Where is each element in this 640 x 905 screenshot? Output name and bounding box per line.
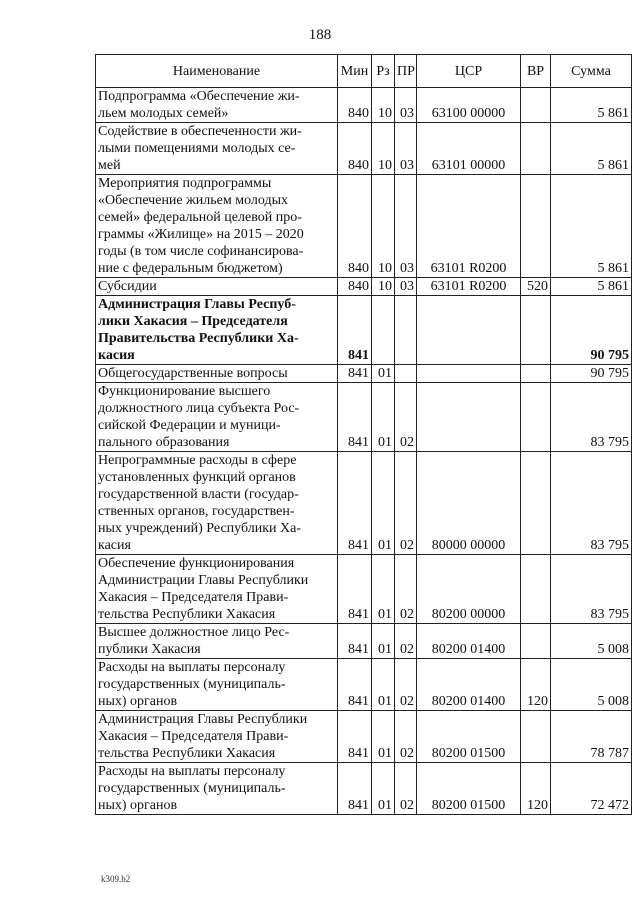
row-min: 840	[338, 123, 372, 175]
row-csr: 80000 00000	[417, 452, 521, 555]
row-csr: 63100 00000	[417, 88, 521, 123]
row-csr: 63101 R0200	[417, 175, 521, 278]
row-sum: 72 472	[551, 763, 632, 815]
row-vr	[521, 711, 551, 763]
row-name: Непрограммные расходы в сфере установленных функций органов государственной власти (государ- ственных органов, государствен- ных учреждений) Республики Ха- касия	[96, 452, 338, 555]
row-csr: 80200 01500	[417, 763, 521, 815]
table-row	[96, 624, 632, 659]
row-vr	[521, 123, 551, 175]
row-rz: 10	[372, 123, 395, 175]
row-rz: 10	[372, 175, 395, 278]
row-csr: 63101 R0200	[417, 278, 521, 296]
row-rz: 10	[372, 278, 395, 296]
row-rz: 01	[372, 452, 395, 555]
row-csr: 80200 00000	[417, 555, 521, 624]
row-vr	[521, 296, 551, 365]
row-pr: 03	[395, 278, 417, 296]
row-rz: 01	[372, 624, 395, 659]
row-sum: 5 861	[551, 123, 632, 175]
row-name: Расходы на выплаты персоналу государственных (муниципаль- ных) органов	[96, 659, 338, 711]
table-row	[96, 659, 632, 711]
table-row	[96, 711, 632, 763]
row-min: 841	[338, 383, 372, 452]
row-name: Функционирование высшего должностного лица субъекта Рос- сийской Федерации и муници- пального образования	[96, 383, 338, 452]
row-name: Администрация Главы Республики Хакасия – Председателя Прави- тельства Республики Хакасия	[96, 711, 338, 763]
row-sum: 5 861	[551, 278, 632, 296]
footer-code: k309.b2	[101, 874, 131, 884]
row-min: 840	[338, 88, 372, 123]
row-vr	[521, 383, 551, 452]
row-pr	[395, 365, 417, 383]
row-rz: 01	[372, 383, 395, 452]
row-vr	[521, 175, 551, 278]
page-number: 188	[308, 27, 332, 43]
row-sum: 90 795	[551, 296, 632, 365]
header-sum: Сумма	[551, 55, 632, 88]
row-pr: 03	[395, 175, 417, 278]
row-min: 841	[338, 763, 372, 815]
row-min: 840	[338, 278, 372, 296]
row-rz: 01	[372, 555, 395, 624]
table-row	[96, 763, 632, 815]
row-csr: 80200 01500	[417, 711, 521, 763]
header-rz: Рз	[372, 55, 395, 88]
table-row	[96, 88, 632, 123]
row-pr: 03	[395, 123, 417, 175]
table-row	[96, 123, 632, 175]
row-name: Высшее должностное лицо Рес- публики Хакасия	[96, 624, 338, 659]
row-min: 841	[338, 711, 372, 763]
row-vr	[521, 88, 551, 123]
row-min: 841	[338, 659, 372, 711]
table-row	[96, 278, 632, 296]
row-vr	[521, 452, 551, 555]
row-sum: 5 861	[551, 175, 632, 278]
row-rz: 01	[372, 763, 395, 815]
table-header-row	[96, 55, 632, 88]
row-pr	[395, 296, 417, 365]
header-pr: ПР	[395, 55, 417, 88]
row-rz: 01	[372, 365, 395, 383]
header-csr: ЦСР	[417, 55, 521, 88]
row-min: 840	[338, 175, 372, 278]
row-sum: 5 008	[551, 659, 632, 711]
row-sum: 5 861	[551, 88, 632, 123]
row-vr	[521, 555, 551, 624]
row-name: Субсидии	[96, 278, 338, 296]
row-rz	[372, 296, 395, 365]
row-rz: 01	[372, 711, 395, 763]
header-vr: ВР	[521, 55, 551, 88]
row-min: 841	[338, 555, 372, 624]
row-sum: 83 795	[551, 383, 632, 452]
table-row	[96, 296, 632, 365]
table-row	[96, 555, 632, 624]
header-name: Наименование	[96, 55, 338, 88]
row-min: 841	[338, 624, 372, 659]
row-vr: 520	[521, 278, 551, 296]
row-vr	[521, 365, 551, 383]
row-csr	[417, 296, 521, 365]
row-pr: 02	[395, 383, 417, 452]
row-csr	[417, 383, 521, 452]
row-sum: 83 795	[551, 452, 632, 555]
row-pr: 02	[395, 555, 417, 624]
row-vr	[521, 624, 551, 659]
row-vr: 120	[521, 659, 551, 711]
row-sum: 83 795	[551, 555, 632, 624]
row-rz: 01	[372, 659, 395, 711]
header-min: Мин	[338, 55, 372, 88]
row-name: Подпрограмма «Обеспечение жи- льем молодых семей»	[96, 88, 338, 123]
budget-table	[95, 54, 632, 815]
row-pr: 03	[395, 88, 417, 123]
table-row	[96, 452, 632, 555]
row-min: 841	[338, 365, 372, 383]
row-name: Администрация Главы Респуб- лики Хакасия – Председателя Правительства Республики Ха- касия	[96, 296, 338, 365]
table-row	[96, 175, 632, 278]
row-name: Расходы на выплаты персоналу государственных (муниципаль- ных) органов	[96, 763, 338, 815]
row-csr: 63101 00000	[417, 123, 521, 175]
row-csr: 80200 01400	[417, 624, 521, 659]
row-name: Обеспечение функционирования Администрации Главы Республики Хакасия – Председателя Прави- тельства Республики Хакасия	[96, 555, 338, 624]
row-csr: 80200 01400	[417, 659, 521, 711]
table-row	[96, 383, 632, 452]
row-name: Общегосударственные вопросы	[96, 365, 338, 383]
row-csr	[417, 365, 521, 383]
row-sum: 5 008	[551, 624, 632, 659]
row-rz: 10	[372, 88, 395, 123]
row-pr: 02	[395, 763, 417, 815]
row-vr: 120	[521, 763, 551, 815]
row-min: 841	[338, 296, 372, 365]
row-pr: 02	[395, 711, 417, 763]
row-pr: 02	[395, 452, 417, 555]
row-name: Содействие в обеспеченности жи- лыми помещениями молодых се- мей	[96, 123, 338, 175]
row-pr: 02	[395, 659, 417, 711]
row-sum: 90 795	[551, 365, 632, 383]
row-pr: 02	[395, 624, 417, 659]
row-sum: 78 787	[551, 711, 632, 763]
row-min: 841	[338, 452, 372, 555]
table-row	[96, 365, 632, 383]
row-name: Мероприятия подпрограммы «Обеспечение жильем молодых семей» федеральной целевой про- граммы «Жилище» на 2015 – 2020 годы (в том числе софинансирова- ние с федеральным бюджетом)	[96, 175, 338, 278]
